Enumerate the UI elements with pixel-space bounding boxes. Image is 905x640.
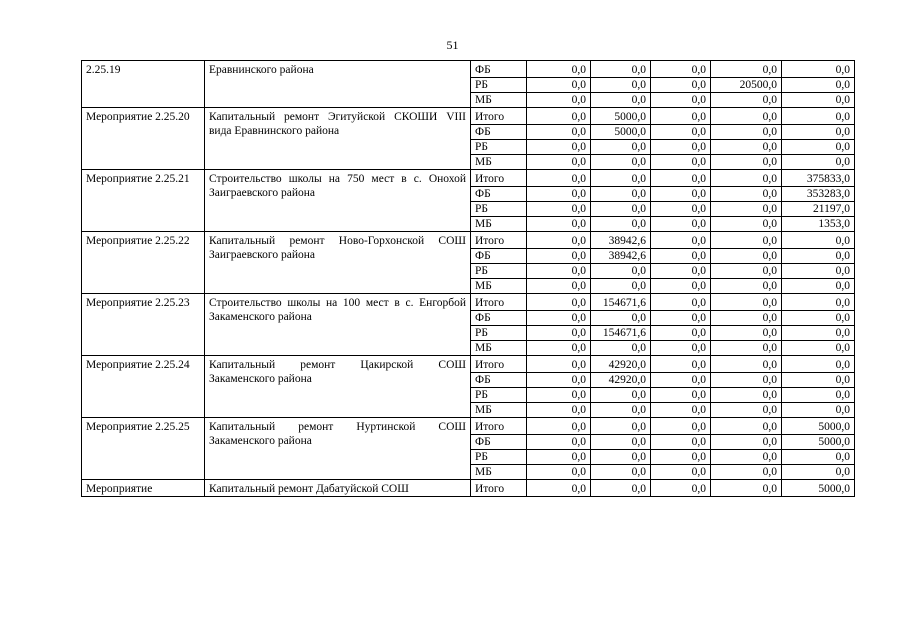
amount-cell: 0,0 xyxy=(651,264,711,279)
amount-cell: 0,0 xyxy=(782,403,855,418)
amount-cell: 0,0 xyxy=(591,341,651,356)
amount-cell: 0,0 xyxy=(527,78,591,93)
measure-code: Мероприятие xyxy=(82,480,205,497)
amount-cell: 0,0 xyxy=(527,61,591,78)
amount-cell: 0,0 xyxy=(591,403,651,418)
amount-cell: 0,0 xyxy=(527,294,591,311)
amount-cell: 0,0 xyxy=(591,279,651,294)
amount-cell: 0,0 xyxy=(527,326,591,341)
measure-code: Мероприятие 2.25.23 xyxy=(82,294,205,356)
funding-source: ФБ xyxy=(471,125,527,140)
amount-cell: 0,0 xyxy=(651,465,711,480)
funding-source: РБ xyxy=(471,388,527,403)
amount-cell: 1353,0 xyxy=(782,217,855,232)
funding-source: Итого xyxy=(471,418,527,435)
table-row xyxy=(82,108,855,125)
funding-source: РБ xyxy=(471,78,527,93)
funding-source: Итого xyxy=(471,356,527,373)
amount-cell: 0,0 xyxy=(782,232,855,249)
amount-cell: 0,0 xyxy=(527,170,591,187)
amount-cell: 0,0 xyxy=(782,311,855,326)
funding-source: РБ xyxy=(471,450,527,465)
amount-cell: 0,0 xyxy=(651,450,711,465)
amount-cell: 0,0 xyxy=(651,125,711,140)
amount-cell: 0,0 xyxy=(711,249,782,264)
funding-source: Итого xyxy=(471,294,527,311)
amount-cell: 154671,6 xyxy=(591,326,651,341)
measure-code: Мероприятие 2.25.24 xyxy=(82,356,205,418)
amount-cell: 0,0 xyxy=(711,125,782,140)
amount-cell: 0,0 xyxy=(591,202,651,217)
funding-source: Итого xyxy=(471,170,527,187)
funding-source: ФБ xyxy=(471,61,527,78)
amount-cell: 0,0 xyxy=(591,155,651,170)
amount-cell: 0,0 xyxy=(651,187,711,202)
amount-cell: 0,0 xyxy=(591,78,651,93)
measure-name: Капитальный ремонт Ново-Горхонской СОШ Заиграевского района xyxy=(205,232,471,294)
amount-cell: 0,0 xyxy=(711,294,782,311)
measure-code: Мероприятие 2.25.20 xyxy=(82,108,205,170)
amount-cell: 0,0 xyxy=(711,480,782,497)
amount-cell: 0,0 xyxy=(782,61,855,78)
amount-cell: 0,0 xyxy=(782,155,855,170)
amount-cell: 0,0 xyxy=(651,108,711,125)
amount-cell: 0,0 xyxy=(591,311,651,326)
funding-source: РБ xyxy=(471,326,527,341)
amount-cell: 0,0 xyxy=(527,202,591,217)
amount-cell: 0,0 xyxy=(527,279,591,294)
amount-cell: 0,0 xyxy=(527,108,591,125)
amount-cell: 0,0 xyxy=(527,356,591,373)
amount-cell: 0,0 xyxy=(782,341,855,356)
amount-cell: 0,0 xyxy=(527,140,591,155)
measure-name: Еравнинского района xyxy=(205,61,471,108)
amount-cell: 42920,0 xyxy=(591,356,651,373)
amount-cell: 0,0 xyxy=(591,418,651,435)
amount-cell: 0,0 xyxy=(527,264,591,279)
measure-name: Строительство школы на 750 мест в с. Онохой Заиграевского района xyxy=(205,170,471,232)
amount-cell: 0,0 xyxy=(527,403,591,418)
amount-cell: 0,0 xyxy=(527,435,591,450)
amount-cell: 0,0 xyxy=(711,450,782,465)
amount-cell: 0,0 xyxy=(651,155,711,170)
funding-source: МБ xyxy=(471,279,527,294)
amount-cell: 0,0 xyxy=(527,450,591,465)
amount-cell: 0,0 xyxy=(527,125,591,140)
amount-cell: 38942,6 xyxy=(591,232,651,249)
amount-cell: 0,0 xyxy=(651,61,711,78)
amount-cell: 0,0 xyxy=(711,93,782,108)
amount-cell: 0,0 xyxy=(591,465,651,480)
amount-cell: 0,0 xyxy=(782,140,855,155)
amount-cell: 0,0 xyxy=(782,356,855,373)
funding-source: РБ xyxy=(471,264,527,279)
amount-cell: 0,0 xyxy=(591,264,651,279)
amount-cell: 0,0 xyxy=(782,326,855,341)
amount-cell: 0,0 xyxy=(527,341,591,356)
amount-cell: 0,0 xyxy=(711,435,782,450)
funding-source: МБ xyxy=(471,403,527,418)
amount-cell: 0,0 xyxy=(711,155,782,170)
amount-cell: 0,0 xyxy=(651,326,711,341)
amount-cell: 0,0 xyxy=(651,217,711,232)
amount-cell: 0,0 xyxy=(711,264,782,279)
amount-cell: 0,0 xyxy=(782,93,855,108)
table-row xyxy=(82,61,855,78)
amount-cell: 0,0 xyxy=(591,217,651,232)
funding-source: Итого xyxy=(471,108,527,125)
measure-name: Капитальный ремонт Нуртинской СОШ Закаменского района xyxy=(205,418,471,480)
funding-source: РБ xyxy=(471,202,527,217)
measure-name: Строительство школы на 100 мест в с. Енгорбой Закаменского района xyxy=(205,294,471,356)
funding-source: ФБ xyxy=(471,187,527,202)
budget-table xyxy=(81,60,855,497)
amount-cell: 5000,0 xyxy=(591,108,651,125)
amount-cell: 38942,6 xyxy=(591,249,651,264)
amount-cell: 0,0 xyxy=(711,356,782,373)
amount-cell: 0,0 xyxy=(527,388,591,403)
amount-cell: 21197,0 xyxy=(782,202,855,217)
amount-cell: 0,0 xyxy=(591,93,651,108)
table-row xyxy=(82,418,855,435)
table-row xyxy=(82,232,855,249)
amount-cell: 0,0 xyxy=(711,187,782,202)
measure-code: Мероприятие 2.25.25 xyxy=(82,418,205,480)
funding-source: ФБ xyxy=(471,311,527,326)
amount-cell: 0,0 xyxy=(651,341,711,356)
amount-cell: 0,0 xyxy=(711,108,782,125)
funding-source: МБ xyxy=(471,341,527,356)
amount-cell: 0,0 xyxy=(711,403,782,418)
funding-source: МБ xyxy=(471,93,527,108)
measure-code: Мероприятие 2.25.22 xyxy=(82,232,205,294)
amount-cell: 0,0 xyxy=(711,170,782,187)
amount-cell: 0,0 xyxy=(527,480,591,497)
funding-source: Итого xyxy=(471,480,527,497)
amount-cell: 0,0 xyxy=(782,450,855,465)
amount-cell: 0,0 xyxy=(782,373,855,388)
funding-source: РБ xyxy=(471,140,527,155)
amount-cell: 0,0 xyxy=(651,403,711,418)
amount-cell: 0,0 xyxy=(651,202,711,217)
amount-cell: 0,0 xyxy=(527,187,591,202)
measure-code: 2.25.19 xyxy=(82,61,205,108)
measure-name: Капитальный ремонт Цакирской СОШ Закаменского района xyxy=(205,356,471,418)
amount-cell: 0,0 xyxy=(711,326,782,341)
funding-source: ФБ xyxy=(471,249,527,264)
amount-cell: 0,0 xyxy=(651,311,711,326)
amount-cell: 0,0 xyxy=(782,78,855,93)
amount-cell: 0,0 xyxy=(782,249,855,264)
measure-code: Мероприятие 2.25.21 xyxy=(82,170,205,232)
amount-cell: 0,0 xyxy=(651,356,711,373)
amount-cell: 0,0 xyxy=(782,264,855,279)
amount-cell: 0,0 xyxy=(527,418,591,435)
amount-cell: 0,0 xyxy=(651,78,711,93)
amount-cell: 0,0 xyxy=(651,388,711,403)
amount-cell: 0,0 xyxy=(711,202,782,217)
amount-cell: 5000,0 xyxy=(782,480,855,497)
amount-cell: 0,0 xyxy=(711,140,782,155)
amount-cell: 0,0 xyxy=(711,388,782,403)
amount-cell: 0,0 xyxy=(782,465,855,480)
amount-cell: 0,0 xyxy=(651,418,711,435)
amount-cell: 0,0 xyxy=(651,232,711,249)
amount-cell: 154671,6 xyxy=(591,294,651,311)
amount-cell: 353283,0 xyxy=(782,187,855,202)
table-row xyxy=(82,480,855,497)
amount-cell: 20500,0 xyxy=(711,78,782,93)
amount-cell: 0,0 xyxy=(591,450,651,465)
amount-cell: 42920,0 xyxy=(591,373,651,388)
amount-cell: 5000,0 xyxy=(782,418,855,435)
amount-cell: 0,0 xyxy=(782,279,855,294)
amount-cell: 0,0 xyxy=(711,232,782,249)
amount-cell: 0,0 xyxy=(651,249,711,264)
measure-name: Капитальный ремонт Дабатуйской СОШ xyxy=(205,480,471,497)
amount-cell: 0,0 xyxy=(711,465,782,480)
amount-cell: 0,0 xyxy=(591,140,651,155)
amount-cell: 0,0 xyxy=(711,279,782,294)
amount-cell: 0,0 xyxy=(527,155,591,170)
amount-cell: 0,0 xyxy=(651,435,711,450)
table-body xyxy=(82,61,855,497)
amount-cell: 0,0 xyxy=(711,311,782,326)
amount-cell: 0,0 xyxy=(527,217,591,232)
amount-cell: 0,0 xyxy=(711,61,782,78)
table-row xyxy=(82,294,855,311)
amount-cell: 0,0 xyxy=(782,388,855,403)
amount-cell: 0,0 xyxy=(782,125,855,140)
amount-cell: 0,0 xyxy=(782,108,855,125)
funding-source: МБ xyxy=(471,155,527,170)
amount-cell: 0,0 xyxy=(527,232,591,249)
amount-cell: 0,0 xyxy=(591,388,651,403)
measure-name: Капитальный ремонт Эгитуйской СКОШИ VIII вида Еравнинского района xyxy=(205,108,471,170)
funding-source: МБ xyxy=(471,217,527,232)
amount-cell: 0,0 xyxy=(782,294,855,311)
funding-source: ФБ xyxy=(471,373,527,388)
amount-cell: 0,0 xyxy=(591,170,651,187)
amount-cell: 375833,0 xyxy=(782,170,855,187)
amount-cell: 0,0 xyxy=(527,373,591,388)
amount-cell: 0,0 xyxy=(651,140,711,155)
amount-cell: 0,0 xyxy=(591,61,651,78)
amount-cell: 0,0 xyxy=(651,93,711,108)
amount-cell: 0,0 xyxy=(591,480,651,497)
amount-cell: 0,0 xyxy=(651,373,711,388)
amount-cell: 5000,0 xyxy=(591,125,651,140)
amount-cell: 0,0 xyxy=(527,93,591,108)
amount-cell: 0,0 xyxy=(591,435,651,450)
amount-cell: 0,0 xyxy=(711,217,782,232)
amount-cell: 0,0 xyxy=(527,311,591,326)
amount-cell: 0,0 xyxy=(651,480,711,497)
funding-source: ФБ xyxy=(471,435,527,450)
amount-cell: 0,0 xyxy=(711,341,782,356)
amount-cell: 0,0 xyxy=(651,279,711,294)
amount-cell: 0,0 xyxy=(527,465,591,480)
amount-cell: 0,0 xyxy=(651,170,711,187)
amount-cell: 0,0 xyxy=(591,187,651,202)
amount-cell: 0,0 xyxy=(527,249,591,264)
funding-source: Итого xyxy=(471,232,527,249)
page-number: 51 xyxy=(446,38,459,52)
amount-cell: 0,0 xyxy=(711,373,782,388)
amount-cell: 5000,0 xyxy=(782,435,855,450)
amount-cell: 0,0 xyxy=(651,294,711,311)
table-row xyxy=(82,356,855,373)
table-row xyxy=(82,170,855,187)
amount-cell: 0,0 xyxy=(711,418,782,435)
funding-source: МБ xyxy=(471,465,527,480)
